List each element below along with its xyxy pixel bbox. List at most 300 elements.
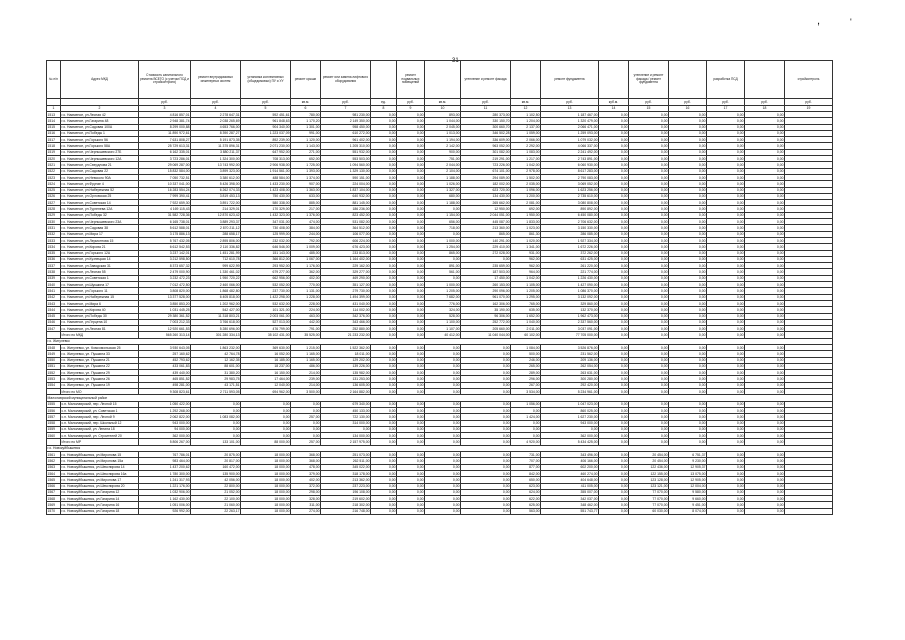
table-row-cell: 384,00 [291,225,321,231]
table-row-cell: 0,00 [629,294,669,300]
table-row-cell: 0,00 [371,483,397,489]
table-row-cell: 0,00 [669,193,707,199]
table-row-cell: 0,00 [599,244,629,250]
table-row-cell: 1 424,00 [511,414,541,420]
table-row-cell: 2 044 051,00 [461,212,511,218]
table-row-cell: 1 433 230,00 [241,181,291,187]
table-row-cell: 865,00 [425,250,461,256]
header-row-cell [669,61,707,99]
table-row-cell: 0,00 [745,112,785,118]
table-row-cell: 1522 [47,168,61,174]
table-row-cell: 235 659,00 [461,263,511,269]
table-row-cell: 2 978,00 [511,168,541,174]
table-row-cell: 958 450,00 [321,124,371,130]
table-row-cell: 0,00 [707,370,745,376]
table-row-cell: 0,00 [397,401,425,407]
table-row-cell: 280 373,00 [461,112,511,118]
table-row-cell: 214,00 [291,382,321,388]
table-row-cell: 0,00 [371,502,397,508]
total-row-cell: 21 233 232,00 [321,332,371,338]
table-row-cell: 730 408,00 [241,225,291,231]
table-row-cell: 0,00 [397,162,425,168]
units-row-cell [47,99,61,106]
table-row-cell: г.о. Наименое, ул.Советская 1 [61,275,139,281]
table-row-cell: 123 128,00 [629,477,669,483]
table-row-cell: 231 562,00 [541,351,599,357]
table-row-cell: 0,00 [191,420,241,426]
table-row-cell: 0,00 [629,174,669,180]
table-row-cell: 0,00 [629,319,669,325]
table-row-cell: 134 000,00 [321,433,371,439]
table-row-cell: 0,00 [371,156,397,162]
column-number-row-cell: 10 [425,106,461,112]
table-row-cell: 0,00 [425,496,461,502]
table-row-cell: 943 000,00 [541,420,599,426]
table-row-cell: 18 000,00 [241,452,291,458]
table-row-cell: 1537 [47,263,61,269]
table-row-cell: 213 360,00 [461,225,511,231]
table-row-cell: 0,00 [397,112,425,118]
table-row-cell: 2 870 211,12 [191,225,241,231]
table-row-cell: 2 735 610,00 [541,193,599,199]
units-row-cell: руб. [139,99,191,106]
table-row-cell: 0,00 [669,326,707,332]
table-row-cell: г.о. Жигулевск, ул. Пушкина 26 [61,376,139,382]
table-row-cell: 7 682,00 [425,294,461,300]
table-row-cell: 364 512,00 [321,225,371,231]
table-row-cell: 860 025,00 [541,407,599,413]
table-row-cell: 0,00 [745,489,785,495]
table-row-cell: 5 767 432,05 [139,237,191,243]
table-row-cell: 0,00 [669,300,707,306]
table-row-cell: 1555 [47,401,61,407]
table-row-cell: 0,00 [599,477,629,483]
table-row-cell: 8 390 287,27 [191,130,241,136]
column-number-row-cell: 6 [291,106,321,112]
table-row-cell: 563,00 [511,508,541,514]
table-row-cell: 0,00 [425,426,461,432]
table-row-cell: 433 061,83 [139,363,191,369]
table-row-cell: 1554 [47,382,61,388]
table-row-cell: 964,00 [511,269,541,275]
table-row-cell: 77 070,00 [629,502,669,508]
table-row-cell: 1 120,00 [291,137,321,143]
table-row-cell: 907,00 [291,181,321,187]
table-row-cell: 1543 [47,300,61,306]
table-row-cell: 18 237,00 [241,363,291,369]
table-row-cell: 0,00 [599,219,629,225]
table-row-cell: 623,00 [511,483,541,489]
table-row-cell: 182 002,00 [461,181,511,187]
table-row-cell: 0,00 [599,351,629,357]
table-row-cell: 0,00 [707,426,745,432]
total-row-cell: 2 157 975,00 [321,439,371,445]
table-row-cell: 0,00 [599,225,629,231]
table-row-cell: 0,00 [707,319,745,325]
total-row-cell: 133 101,00 [191,439,241,445]
header-row-cell: установка коллективных (общедомовых) ПУ и УУ [241,61,291,99]
table-row-cell: 0,00 [599,206,629,212]
table-row-cell: г.о. Наименое, ул.Свердлова 21 [61,162,139,168]
table-row-cell: 257,00 [291,414,321,420]
table-row-cell: 0,00 [745,263,785,269]
table-row-cell: 4 169 115,43 [139,206,191,212]
table-row-cell: 580 338,00 [241,200,291,206]
header-row-cell: утепление и ремонт фасада [461,61,511,99]
table-row-cell: 2 460 066,00 [191,282,241,288]
table-row-cell: 0,00 [707,237,745,243]
table-row-cell: 0,00 [371,143,397,149]
table-row-cell: 926 992,00 [139,508,191,514]
table-row-cell: 0,00 [241,401,291,407]
table-row-cell: 485,00 [291,250,321,256]
table-row-cell: 122 436,00 [629,464,669,470]
table-row-cell: 0,00 [397,269,425,275]
table-row-cell: 1 259 093,00 [541,130,599,136]
table-row-cell: 0,00 [669,307,707,313]
table-row-cell: 0,00 [397,288,425,294]
table-row-cell: 0,00 [745,363,785,369]
table-row-cell: 0,00 [707,433,745,439]
table-row-cell: 0,00 [745,307,785,313]
table-row-cell: 0,00 [599,319,629,325]
table-row-cell: 0,00 [425,452,461,458]
table-row-cell: 12 870 623,42 [191,212,241,218]
table-row-cell: 17 450,00 [461,275,511,281]
table-row-cell: 0,00 [707,118,745,124]
table-row-cell: 1 950,00 [511,212,541,218]
table-row-cell: 2 149 350,00 [321,118,371,124]
table-row-cell: 476 799,00 [241,326,291,332]
table-row-cell: 1 051 006,00 [139,502,191,508]
table-row-cell: 1 324 300,00 [191,156,241,162]
total-row-cell: 0,00 [629,389,669,395]
table-row-cell: 712 610,78 [191,256,241,262]
table-row-cell: 0,00 [599,382,629,388]
table-row-cell: 0,00 [669,294,707,300]
table-row-cell: 0,00 [669,219,707,225]
table-row-cell: 3 899 323,00 [191,168,241,174]
table-row-cell: 0,00 [707,193,745,199]
table-row-cell: 1516 [47,130,61,136]
table-row-cell: 0,00 [599,174,629,180]
table-row-cell: 262 511,00 [321,458,371,464]
table-row-cell: г.о. Наименое, ул.Победы 32 [61,212,139,218]
table-row-cell: 0,00 [371,319,397,325]
table-row-cell: 0,00 [599,344,629,350]
total-row-cell: 0,00 [669,332,707,338]
table-row-cell: 12 920 661,53 [139,326,191,332]
table-row-cell: 1 044,00 [425,118,461,124]
table-row-cell: 610 272,00 [321,130,371,136]
table-row-cell: 216 748,00 [321,508,371,514]
table-row-cell: 0,00 [371,489,397,495]
table-row-cell: 0,00 [707,231,745,237]
table-row-cell: 186 236,00 [321,206,371,212]
table-row-cell: 237 730,00 [241,288,291,294]
table-row-cell: 402,00 [291,275,321,281]
table-row-cell: 0,00 [321,426,371,432]
table-row-cell: 0,00 [291,426,321,432]
table-row-cell: 1 100,00 [425,319,461,325]
table-row-cell: 0,00 [599,300,629,306]
total-row-cell: 694 962,00 [241,389,291,395]
table-row-cell: 368,00 [291,452,321,458]
table-row-cell: 0,00 [629,124,669,130]
table-row-cell: 2 003 061,00 [241,313,291,319]
table-row-cell: 1 042,00 [511,275,541,281]
table-row-cell: 0,00 [745,502,785,508]
table-row-cell: 0,00 [629,344,669,350]
table-row-cell: 12 905,00 [669,477,707,483]
table-row-cell: г.о. Наименое, ул.Чернышевского 23А [61,219,139,225]
table-row-cell: 0,00 [599,294,629,300]
table-row-cell: 1 863 232,00 [191,344,241,350]
table-row-cell: 1 023,00 [511,225,541,231]
units-row-cell: руб. [629,99,669,106]
table-row-cell: 0,00 [461,426,511,432]
table-row-cell: 18 000,00 [241,477,291,483]
table-row-cell: 1 205,00 [425,288,461,294]
table-row-cell: 0,00 [629,181,669,187]
table-row-cell: 0,00 [599,143,629,149]
table-row-cell: 445 087,00 [461,219,511,225]
table-row-cell: 961 848,63 [241,118,291,124]
table-row-cell: 1 131,00 [291,288,321,294]
table-row-cell: 0,00 [461,420,511,426]
table-row-cell: 0,00 [707,156,745,162]
table-row-cell: 0,00 [461,401,511,407]
table-row-cell: 0,00 [669,231,707,237]
table-row-cell: 474,00 [291,219,321,225]
table-row-cell: 0,00 [745,282,785,288]
table-row-cell: 0,00 [371,256,397,262]
table-row-cell: 0,00 [669,124,707,130]
table-row-cell: 0,00 [461,496,511,502]
total-row-cell: 0,00 [397,439,425,445]
table-row-cell: 12 905,37 [669,464,707,470]
table-row-cell: 0,00 [541,426,599,432]
table-row-cell: 0,00 [397,420,425,426]
table-row-cell: 0,00 [397,464,425,470]
table-row-cell: 842,00 [511,470,541,476]
table-row-cell: 2 278 647,31 [191,112,241,118]
table-row-cell: 0,00 [745,458,785,464]
table-row-cell: 252 880,00 [321,326,371,332]
table-row-cell: 0,00 [397,282,425,288]
table-row-cell: 1564 [47,470,61,476]
table-row-cell: 0,00 [397,300,425,306]
table-row-cell: г.о. Наименое, ул.Набережная 15 [61,294,139,300]
table-row-cell: 1532 [47,231,61,237]
table-row-cell: 0,00 [669,407,707,413]
total-row-cell: 301 280 334,13 [191,332,241,338]
table-row-cell: 0,00 [599,489,629,495]
table-row-cell: 0,00 [599,452,629,458]
table-row-cell: 0,00 [397,370,425,376]
table-row-cell: 0,00 [745,426,785,432]
table-row-cell: 1 188,00 [425,200,461,206]
table-row-cell: 366 812,00 [241,256,291,262]
table-row-cell: 1 020,00 [511,237,541,243]
table-row-cell: 0,00 [397,407,425,413]
column-number-row-cell: 11 [461,106,511,112]
table-row-cell: 0,00 [371,112,397,118]
table-row-cell: 257 160,62 [139,351,191,357]
total-row-cell: 0,00 [669,439,707,445]
table-row-cell: 3 889 293,37 [191,219,241,225]
column-number-row-cell: 4 [191,106,241,112]
table-row-cell: 0,00 [461,433,511,439]
table-row-cell: 7 050 732,51 [139,174,191,180]
table-row-cell: 134 430,00 [461,193,511,199]
table-row-cell: 0,00 [745,508,785,514]
table-row-cell: 0,00 [425,414,461,420]
table-row-cell: 0,00 [707,376,745,382]
table-row-cell: 0,00 [669,288,707,294]
table-row-cell: 1 927 334,00 [541,237,599,243]
table-row-cell: 5 191 873,35 [191,137,241,143]
table-row-cell: 1570 [47,508,61,514]
table-row-cell: 1 165,00 [291,351,321,357]
table-row-cell: 890 892,00 [541,206,599,212]
table-row-cell: 0,00 [397,496,425,502]
table-row-cell: 9 660,00 [669,496,707,502]
table-row-cell: 16 185,00 [241,357,291,363]
table-row-cell: 750 430,00 [241,193,291,199]
table-row-cell: г.о. Наименое, ул.Горького 58А [61,143,139,149]
table-row-cell: 0,00 [629,143,669,149]
table-row-cell: 0,00 [599,420,629,426]
total-row-cell: 0,00 [461,389,511,395]
table-row-cell: 1517 [47,137,61,143]
header-row-cell: стройконтроль [785,61,833,99]
table-row-cell: 0,00 [397,363,425,369]
table-row-cell: 2 066 471,00 [541,124,599,130]
table-row-cell: 1560 [47,433,61,439]
table-row-cell: 18 000,00 [241,496,291,502]
total-row-cell: Итого по МР [61,439,139,445]
table-row-cell: 0,00 [707,143,745,149]
table-row-cell: 0,00 [745,483,785,489]
table-row-cell: 0,00 [707,300,745,306]
table-row-cell: 1550 [47,357,61,363]
table-row-cell: 0,00 [425,231,461,237]
table-row-cell: 0,00 [629,414,669,420]
table-row-cell: 293 952,00 [241,263,291,269]
table-row-cell: 0,00 [397,508,425,514]
table-row-cell: 1 627 230,00 [541,414,599,420]
table-row-cell: 229 410,00 [461,244,511,250]
table-row-cell: 0,00 [629,357,669,363]
table-row-cell: 0,00 [669,162,707,168]
table-row-cell: 0,00 [371,307,397,313]
table-row-cell: 221 774,00 [541,269,599,275]
table-row-cell: г.о. Жигулевск, ул. Пушкина 33 [61,351,139,357]
table-row-cell: 791,00 [291,326,321,332]
table-row-cell: 16 283 554,24 [139,187,191,193]
table-row-cell: 0,00 [397,458,425,464]
table-row-cell: 3 891 722,00 [191,200,241,206]
table-row-cell: 1 329 130,00 [321,168,371,174]
table-row-cell: 0,00 [425,357,461,363]
table-row-cell: 0,00 [745,137,785,143]
table-row-cell: 0,00 [191,401,241,407]
total-row-cell: 35 102 431,00 [241,332,291,338]
units-row-cell: руб. [541,99,599,106]
table-row-cell: 0,00 [707,181,745,187]
total-row-cell: 257,00 [291,439,321,445]
table-row-cell: 1 217,00 [511,156,541,162]
table-row-cell: 252 772,00 [461,319,511,325]
table-row-cell: 0,00 [371,288,397,294]
column-number-row-cell: 7 [321,106,371,112]
table-row-cell: г.о. Новокуйбышевск, ул.Шекспирова 20 [61,483,139,489]
table-row-cell: 106 077,00 [321,231,371,237]
table-row-cell: 336 609,00 [461,137,511,143]
table-row-cell: 0,00 [629,112,669,118]
table-row-cell: 0,00 [707,508,745,514]
table-row-cell: 1540 [47,282,61,288]
table-row-cell: 0,00 [425,370,461,376]
table-row-cell: 8 074,00 [669,508,707,514]
table-row-cell: 0,00 [669,118,707,124]
table-row-cell: 0,00 [707,502,745,508]
column-number-row-cell: 19 [785,106,833,112]
table-row-cell: 0,00 [745,256,785,262]
table-row-cell: 1541 [47,288,61,294]
column-number-row-cell: 1 [47,106,61,112]
table-row-cell: 1 962 473,00 [541,313,599,319]
table-row-cell: 0,00 [707,212,745,218]
table-row-cell: 0,00 [707,288,745,294]
table-row-cell: 2 062 822,00 [139,414,191,420]
table-row-cell: 343 496,00 [541,452,599,458]
table-row-cell: 3 766 618,00 [191,319,241,325]
column-number-row-cell: 8 [371,106,397,112]
table-row-cell: 602 200,00 [541,464,599,470]
table-row-cell: 372,00 [291,483,321,489]
table-row-cell: 162 306,00 [461,300,511,306]
table-row-cell: 0,00 [425,344,461,350]
total-row-cell: 0,00 [745,439,785,445]
table-row-cell: г.о. Наименое, ул.Кирова 40 [61,307,139,313]
table-row-cell: 1 165,00 [291,357,321,363]
table-row-cell: 0,00 [599,193,629,199]
total-row-cell: 40 412,00 [425,332,461,338]
table-row-cell: 0,00 [629,187,669,193]
table-row-cell: 891,00 [425,263,461,269]
table-row-cell: 3 526 876,00 [541,344,599,350]
units-row-cell: руб. [321,99,371,106]
table-row-cell: 0,00 [371,269,397,275]
table-row-cell: 0,00 [371,470,397,476]
table-row-cell: 0,00 [745,357,785,363]
table-row-cell: 17 464,00 [241,376,291,382]
total-row-cell: 2 711 593,05 [191,389,241,395]
table-row-cell: 0,00 [707,313,745,319]
table-row-cell: г.о. Новокуйбышевск, ул.Шекспирова 16а [61,470,139,476]
table-row-cell: 692,00 [511,206,541,212]
table-row-cell: 7 003 212,33 [139,319,191,325]
table-row-cell: 1547 [47,326,61,332]
column-number-row-cell: 14 [599,106,629,112]
table-row-cell: 11 890 972,61 [139,130,191,136]
table-row-cell: 1 188,00 [425,174,461,180]
total-row-cell: 0,00 [669,389,707,395]
table-row-cell: 0,00 [669,181,707,187]
table-row-cell: 1 652,00 [511,313,541,319]
